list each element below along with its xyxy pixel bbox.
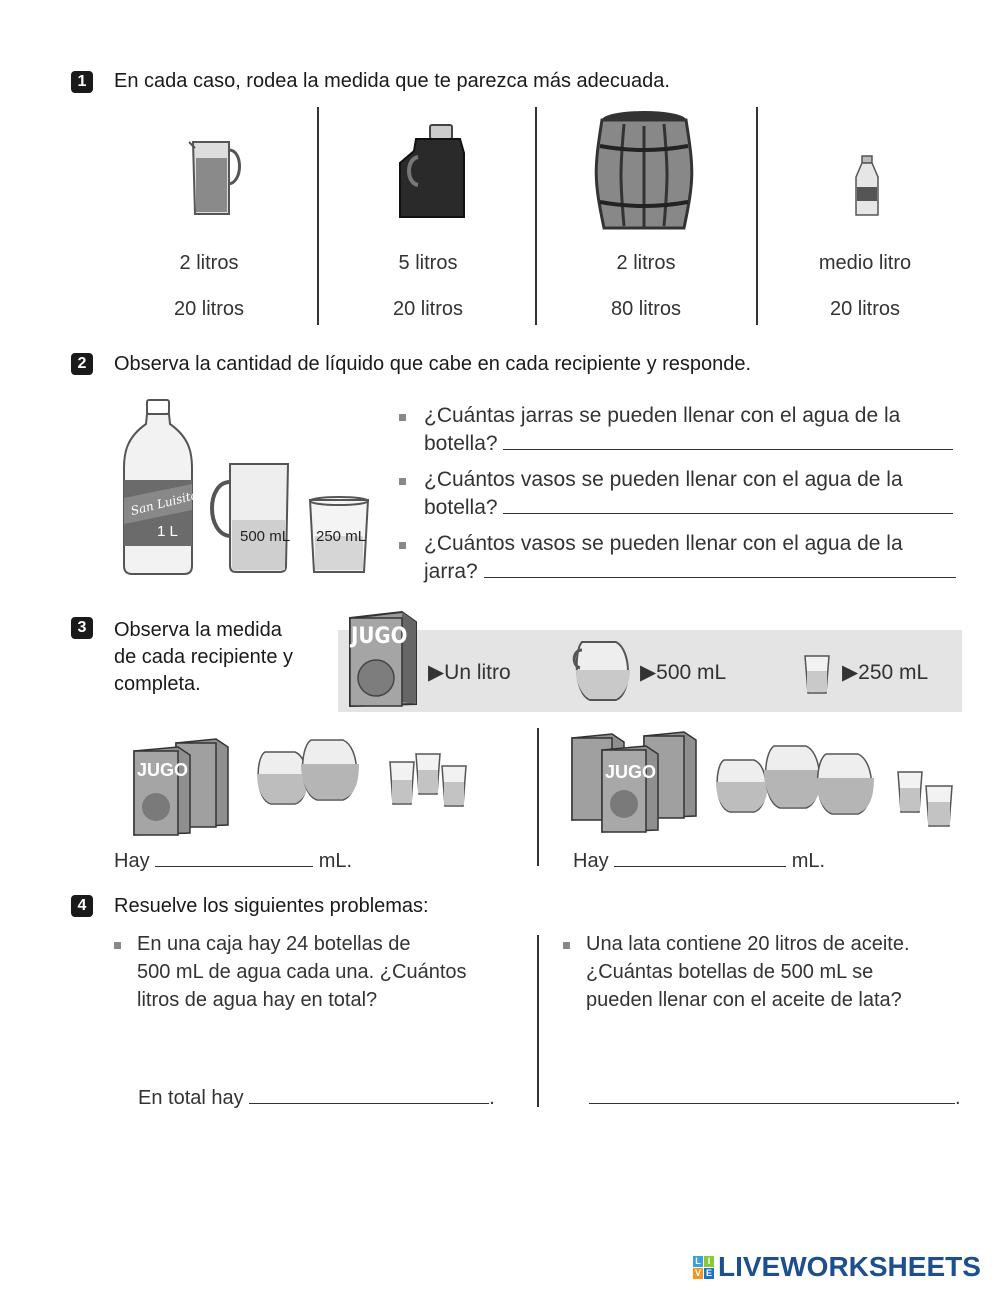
pitcher-icon [185, 138, 245, 218]
exercise-2-title: Observa la cantidad de líquido que cabe en cada recipiente y responde. [114, 353, 752, 375]
water-bottle-icon [120, 398, 196, 576]
logo-tile: E [705, 1268, 712, 1278]
juice-carton-icon [346, 606, 420, 708]
exercise-4-title: Resuelve los siguientes problemas: [114, 895, 429, 917]
ex4-right-line-2: ¿Cuántas botellas de 500 mL se [586, 961, 874, 983]
bullet [114, 942, 121, 949]
ex3-title-line-1: Observa la medida [114, 619, 282, 641]
ex3-title-line-2: de cada recipiente y [114, 646, 294, 668]
ex1-option-3b[interactable]: 80 litros [610, 298, 682, 320]
ex3-right-input[interactable] [614, 848, 786, 867]
ex3-left-suffix: mL. [318, 850, 353, 872]
ex4-left-answer-prefix: En total hay [138, 1087, 244, 1109]
glass-label: 250 mL [316, 528, 367, 545]
carton-label: JUGO [137, 760, 189, 780]
ex2-answer-3-input[interactable] [484, 559, 956, 578]
ex2-question-2 [424, 466, 953, 522]
ex3-right-answer [573, 848, 825, 873]
jars-group-left [255, 738, 365, 808]
triangle-right-icon: ▶ [640, 661, 657, 684]
ex1-option-1a[interactable]: 2 litros [179, 252, 239, 274]
ex3-left-prefix: Hay [114, 850, 150, 872]
ex4-right-line-3: pueden llenar con el aceite de lata? [586, 989, 902, 1011]
ex3-title-line-3: completa. [114, 673, 201, 695]
divider [756, 107, 758, 325]
ex2-question-3-line1: ¿Cuántos vasos se pueden llenar con el agua de la [424, 532, 903, 555]
bullet [399, 542, 406, 549]
logo-tile: V [694, 1268, 701, 1278]
ex3-right-prefix: Hay [573, 850, 609, 872]
ex2-question-2-line2: botella? [424, 496, 498, 519]
jar-icon [204, 458, 296, 574]
period: . [955, 1087, 961, 1109]
ex3-left-input[interactable] [155, 848, 313, 867]
ex2-question-2-line1: ¿Cuántos vasos se pueden llenar con el agua de la [424, 468, 903, 491]
ex4-problem-right [586, 930, 910, 1014]
legend-label-2: 500 mL [656, 661, 727, 684]
glasses-group-right [896, 770, 956, 828]
exercise-1-number: 1 [71, 71, 93, 93]
ex1-option-1b[interactable]: 20 litros [173, 298, 245, 320]
ex4-left-answer [138, 1085, 495, 1110]
ex2-question-1 [424, 402, 953, 458]
ex1-option-3a[interactable]: 2 litros [616, 252, 676, 274]
ex4-left-line-1: En una caja hay 24 botellas de [137, 933, 411, 955]
jar-label: 500 mL [240, 528, 291, 545]
bottle-brand: San Luisito [129, 487, 200, 519]
legend-label-3: 250 mL [858, 661, 929, 684]
juice-cartons-group-left [130, 735, 240, 835]
ex2-answer-2-input[interactable] [503, 495, 953, 514]
footer-brand[interactable]: LIVEWORKSHEETS [718, 1251, 981, 1282]
ex3-right-suffix: mL. [791, 850, 826, 872]
period: . [489, 1087, 495, 1109]
jar-icon [572, 636, 634, 704]
bullet [399, 478, 406, 485]
jars-group-right [714, 742, 884, 816]
divider [537, 935, 539, 1107]
ex1-option-4b[interactable]: 20 litros [829, 298, 901, 320]
ex2-answer-1-input[interactable] [503, 431, 953, 450]
bullet [399, 414, 406, 421]
barrel-icon [596, 110, 692, 236]
ex4-problem-left [137, 930, 467, 1014]
bullet [563, 942, 570, 949]
ex2-question-1-line1: ¿Cuántas jarras se pueden llenar con el agua de la [424, 404, 901, 427]
legend-item-1 [428, 660, 511, 685]
ex1-option-4a[interactable]: medio litro [818, 252, 912, 274]
legend-label-1: Un litro [444, 661, 511, 684]
exercise-3-number: 3 [71, 617, 93, 639]
ex2-question-3 [424, 530, 956, 586]
ex1-option-2a[interactable]: 5 litros [398, 252, 458, 274]
ex4-left-input[interactable] [249, 1085, 489, 1104]
bottle-label: 1 L [157, 523, 178, 540]
exercise-1-title: En cada caso, rodea la medida que te parezca más adecuada. [114, 70, 670, 92]
triangle-right-icon: ▶ [428, 661, 445, 684]
glasses-group-left [388, 752, 470, 808]
liveworksheets-logo-icon [693, 1256, 715, 1280]
divider [317, 107, 319, 325]
ex1-option-2b[interactable]: 20 litros [392, 298, 464, 320]
logo-tile: I [704, 1256, 714, 1267]
ex4-left-line-3: litros de agua hay en total? [137, 989, 378, 1011]
exercise-3-title [114, 617, 293, 698]
exercise-2-number: 2 [71, 353, 93, 375]
exercise-4-number: 4 [71, 895, 93, 917]
legend-item-2 [640, 660, 726, 685]
carton-label: JUGO [605, 762, 657, 782]
ex3-left-answer [114, 848, 352, 873]
ex4-right-input[interactable] [589, 1085, 955, 1104]
logo-tile: L [693, 1256, 703, 1267]
ex2-question-3-line2: jarra? [424, 560, 478, 583]
legend-item-3 [842, 660, 928, 685]
ex4-right-line-1: Una lata contiene 20 litros de aceite. [586, 933, 910, 955]
carton-label: JUGO [351, 624, 408, 649]
divider [535, 107, 537, 325]
jug-icon [396, 123, 466, 223]
small-bottle-icon [852, 155, 882, 219]
triangle-right-icon: ▶ [842, 661, 859, 684]
ex4-right-answer [589, 1085, 961, 1110]
ex4-left-line-2: 500 mL de agua cada una. ¿Cuántos [137, 961, 467, 983]
ex2-question-1-line2: botella? [424, 432, 498, 455]
glass-icon [803, 653, 831, 695]
divider [537, 728, 539, 866]
